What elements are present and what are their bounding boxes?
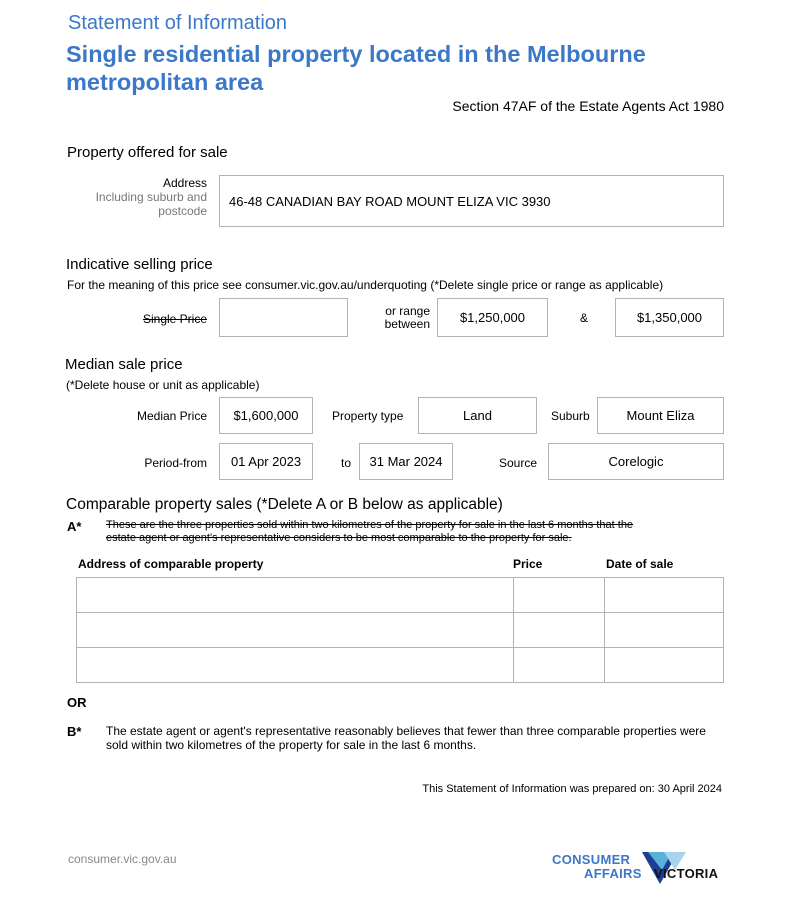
period-to-label: to [341,456,352,470]
range-high-field[interactable] [615,298,724,337]
comparable-table [76,577,724,683]
table-row [77,613,724,648]
period-from-label: Period-from [144,456,207,470]
range-label-group [350,305,430,331]
period-to-field[interactable] [359,443,453,480]
suburb-value: Mount Eliza [626,408,695,423]
address-sublabel-1: Including suburb and [95,190,207,204]
table-row [77,648,724,683]
option-b-marker: B* [67,724,82,739]
prepared-date: This Statement of Information was prepared on: 30 April 2024 [422,783,722,795]
consumer-affairs-victoria-logo [550,848,730,888]
document-title: Single residential property located in the Melbourne metropolitan area [66,41,646,95]
option-a-text-1: These are the three properties sold within two kilometres of the property for sale in the last 6 months that the [106,519,634,531]
median-price-label: Median Price [136,409,207,423]
address-label-group [80,176,207,218]
range-low-value: $1,250,000 [459,310,526,325]
logo-line-2: AFFAIRS [584,866,642,881]
suburb-field[interactable] [597,397,724,434]
website-link[interactable]: consumer.vic.gov.au [68,852,177,866]
period-to-value: 31 Mar 2024 [369,454,443,469]
source-value: Corelogic [608,454,664,469]
document-subtitle: Statement of Information [68,12,288,34]
median-note: (*Delete house or unit as applicable) [66,378,260,392]
logo-line-1: CONSUMER [552,852,631,867]
col-price-header: Price [513,557,543,571]
comparable-address-cell[interactable] [77,578,514,613]
address-label: Address [162,176,207,190]
property-heading: Property offered for sale [67,144,228,161]
col-address-header: Address of comparable property [78,557,264,571]
single-price-label: Single Price [142,312,207,326]
comparable-price-cell[interactable] [514,648,605,683]
median-price-field[interactable] [219,397,313,434]
comparable-heading: Comparable property sales (*Delete A or B below as applicable) [66,496,503,513]
indicative-price-note: For the meaning of this price see consumer.vic.gov.au/underquoting (*Delete single price or range as applicable) [67,278,664,292]
address-value: 46-48 CANADIAN BAY ROAD MOUNT ELIZA VIC 3930 [229,193,551,209]
indicative-price-heading: Indicative selling price [66,256,213,273]
comparable-price-cell[interactable] [514,613,605,648]
option-b-text-1: The estate agent or agent's representative reasonably believes that fewer than three comparable properties were [106,724,706,738]
period-from-value: 01 Apr 2023 [230,454,302,469]
comparable-date-cell[interactable] [605,613,724,648]
source-field[interactable] [548,443,724,480]
period-from-field[interactable] [219,443,313,480]
property-type-label: Property type [332,409,404,423]
option-b-text [106,724,736,752]
act-reference: Section 47AF of the Estate Agents Act 1980 [452,98,724,114]
single-price-field[interactable] [219,298,348,337]
property-type-field[interactable] [418,397,537,434]
range-and: & [580,311,589,325]
range-label-2: between [384,317,430,331]
median-price-value: $1,600,000 [233,408,299,423]
option-a-text [106,519,726,545]
range-low-field[interactable] [437,298,548,337]
address-field[interactable] [219,175,724,227]
suburb-label: Suburb [551,409,590,423]
comparable-address-cell[interactable] [77,613,514,648]
address-sublabel-2: postcode [158,204,207,218]
range-label-1: or range [385,304,430,318]
table-row [77,578,724,613]
range-high-value: $1,350,000 [636,310,703,325]
property-type-value: Land [463,408,492,423]
comparable-date-cell[interactable] [605,578,724,613]
option-a-text-2: estate agent or agent's representative considers to be most comparable to the property for sale. [106,532,572,544]
source-label: Source [499,456,538,470]
option-b-text-2: sold within two kilometres of the property for sale in the last 6 months. [106,738,477,752]
comparable-price-cell[interactable] [514,578,605,613]
option-a-marker: A* [67,519,82,534]
comparable-date-cell[interactable] [605,648,724,683]
median-heading: Median sale price [65,356,183,373]
col-date-header: Date of sale [606,557,674,571]
comparable-address-cell[interactable] [77,648,514,683]
or-separator: OR [67,695,87,710]
logo-word-victoria: VICTORIA [654,866,719,881]
